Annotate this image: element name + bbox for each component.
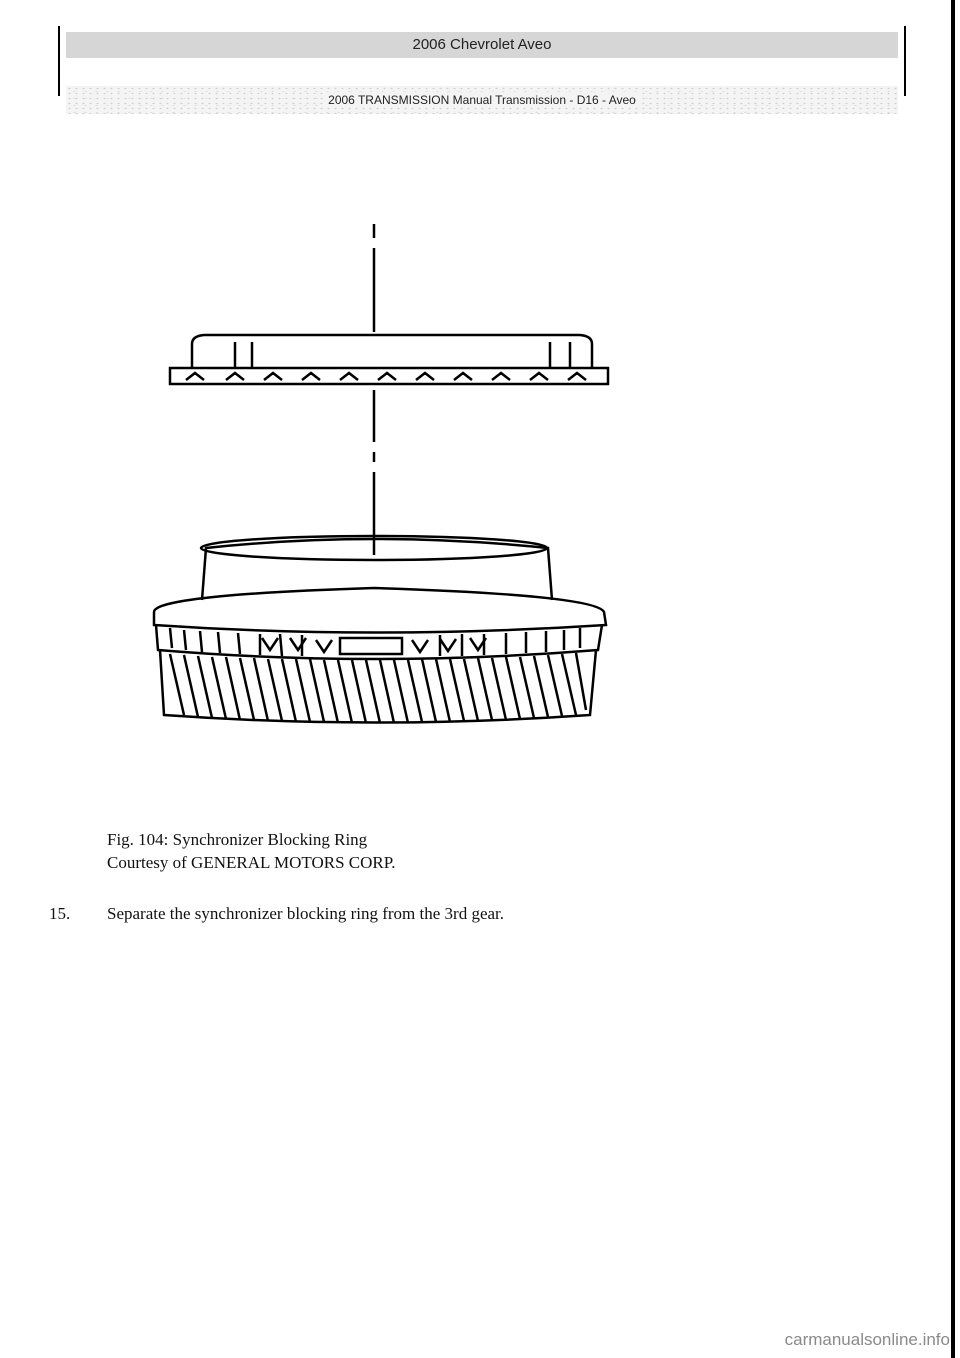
document-title: 2006 Chevrolet Aveo xyxy=(66,32,898,58)
document-subtitle xyxy=(66,86,898,114)
procedure-step-number: 15. xyxy=(49,904,71,923)
figure-caption-title: Fig. 104: Synchronizer Blocking Ring xyxy=(107,830,368,849)
page-edge-rule xyxy=(951,0,955,1358)
procedure-step-text: Separate the synchronizer blocking ring from the 3rd gear. xyxy=(107,904,505,923)
figure-caption-credit: Courtesy of GENERAL MOTORS CORP. xyxy=(107,853,396,872)
document-subtitle-text: 2006 TRANSMISSION Manual Transmission - D16 - Aveo xyxy=(324,93,640,107)
site-watermark: carmanualsonline.info xyxy=(784,1330,950,1349)
synchronizer-blocking-ring-illustration xyxy=(140,210,630,730)
document-header xyxy=(58,26,906,107)
procedure-step xyxy=(49,902,504,925)
figure-caption xyxy=(107,828,396,874)
